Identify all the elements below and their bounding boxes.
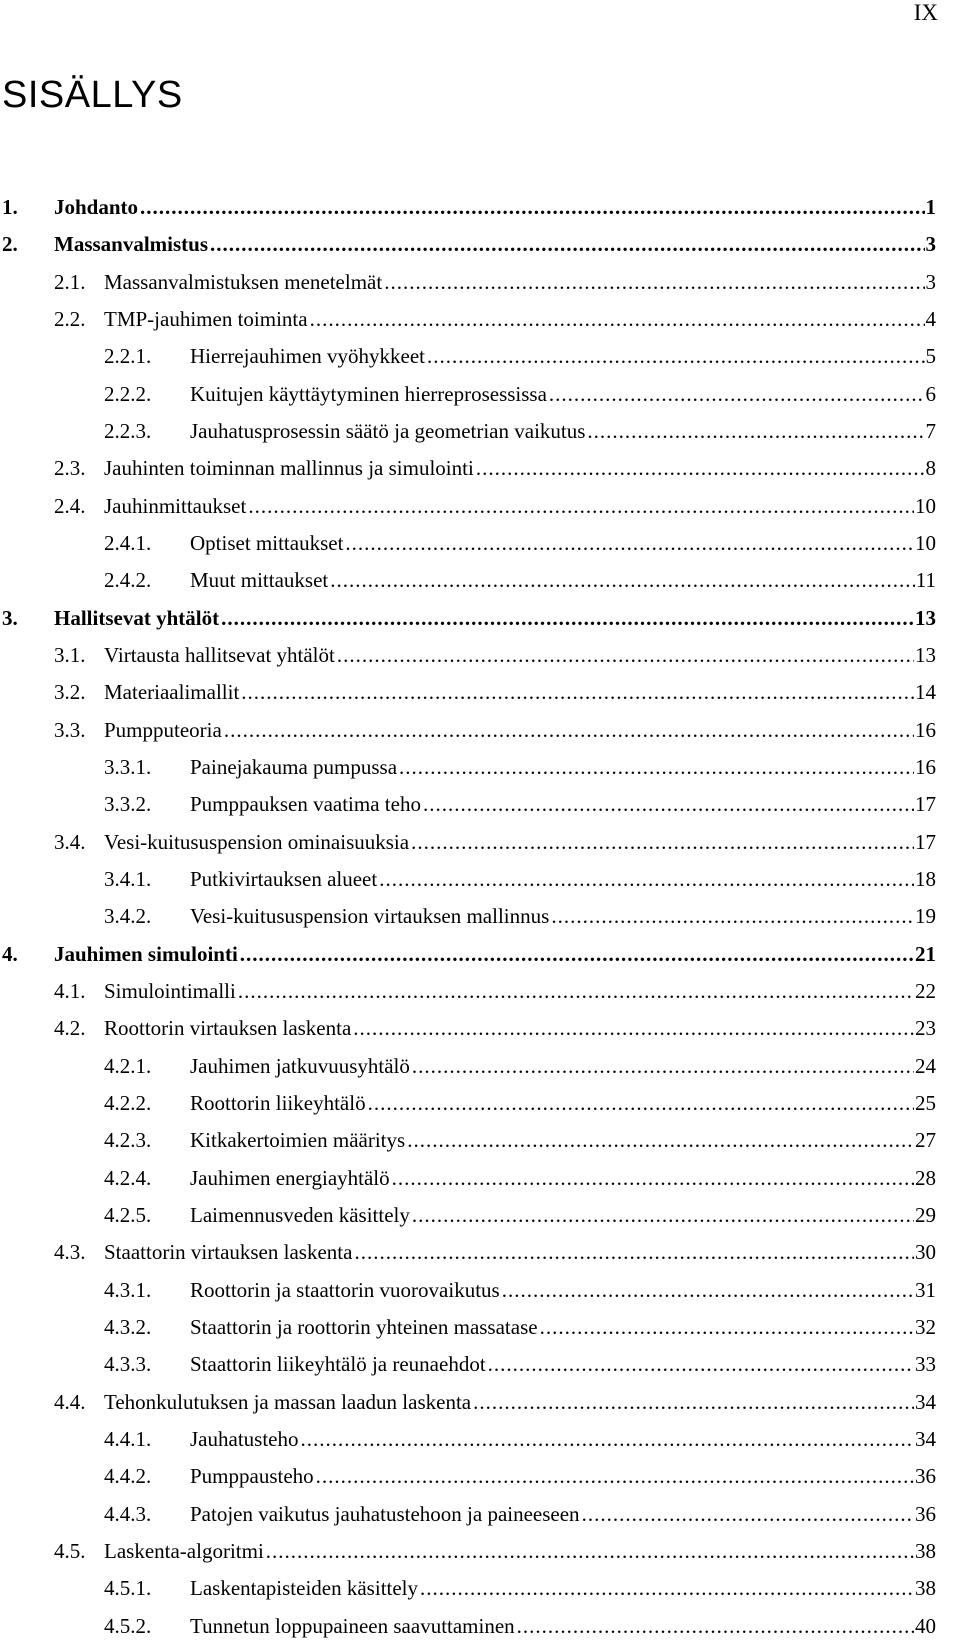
toc-entry-page: 11 [915,568,936,592]
toc-entry[interactable] [0,1013,960,1043]
toc-entry-page: 34 [915,1427,936,1451]
toc-entry[interactable] [0,789,960,819]
toc-entry-number: 2.4.2. [104,568,152,592]
toc-entry-page: 36 [915,1502,936,1526]
toc-entry[interactable] [0,901,960,931]
toc-entry-line [190,1125,936,1155]
toc-entry-line [104,1237,936,1267]
toc-entry-line [54,603,936,633]
dot-leader [248,491,914,521]
toc-entry-page: 17 [915,792,936,816]
toc-entry-title: Roottorin ja staattorin vuorovaikutus [190,1278,500,1302]
dot-leader [502,1275,914,1305]
dot-leader [240,939,914,969]
toc-entry-page: 13 [915,606,936,630]
toc-entry-number: 2.2. [54,307,86,331]
toc-entry-page: 7 [925,419,936,443]
toc-entry-line [190,1088,936,1118]
toc-entry-number: 1. [2,195,18,219]
dot-leader [412,1200,914,1230]
toc-entry-number: 3.4.2. [104,904,152,928]
toc-entry-title: Johdanto [54,195,139,219]
dot-leader [300,1424,914,1454]
toc-entry-line [104,976,936,1006]
toc-entry-title: Tunnetun loppupaineen saavuttaminen [190,1614,515,1638]
page-number: IX [913,0,938,25]
toc-entry-page: 16 [915,718,936,742]
toc-entry[interactable] [0,827,960,857]
toc-entry-number: 4.2.1. [104,1054,152,1078]
toc-entry-title: Massanvalmistuksen menetelmät [104,270,383,294]
toc-entry-number: 4.4.3. [104,1502,152,1526]
dot-leader [379,864,914,894]
toc-entry-number: 4.4. [54,1390,86,1414]
toc-entry-page: 5 [925,344,936,368]
toc-entry-number: 4.4.1. [104,1427,152,1451]
toc-entry-line [104,1387,936,1417]
toc-entry-page: 34 [915,1390,936,1414]
toc-entry-line [190,1611,936,1641]
toc-entry-number: 4.1. [54,979,86,1003]
toc-entry-line [190,341,936,371]
toc-entry-page: 1 [925,195,936,219]
toc-entry-title: Jauhimen jatkuvuusyhtälö [190,1054,410,1078]
toc-entry-page: 10 [915,494,936,518]
toc-entry-number: 4.2.5. [104,1203,152,1227]
toc-entry-page: 36 [915,1464,936,1488]
dot-leader [540,1312,914,1342]
dot-leader [392,1163,914,1193]
toc-entry-number: 3.3.1. [104,755,152,779]
toc-entry-number: 4.2. [54,1016,86,1040]
toc-entry-page: 16 [915,755,936,779]
toc-entry[interactable] [0,1312,960,1342]
toc-entry-title: Laskenta-algoritmi [104,1539,264,1563]
toc-entry-line [104,1536,936,1566]
toc-entry[interactable] [0,1200,960,1230]
toc-entry-page: 38 [915,1576,936,1600]
toc-entry-number: 2.4.1. [104,531,152,555]
toc-entry-page: 40 [915,1614,936,1638]
toc-entry-page: 21 [915,942,936,966]
toc-entry-line [104,491,936,521]
dot-leader [384,267,924,297]
toc-entry-title: Jauhatusprosessin säätö ja geometrian vaikutus [190,419,586,443]
toc-entry-number: 2.4. [54,494,86,518]
dot-leader [399,752,914,782]
toc-entry[interactable] [0,1424,960,1454]
toc-entry-page: 27 [915,1128,936,1152]
toc-entry-title: Simulointimalli [104,979,236,1003]
toc-entry-number: 2.3. [54,456,86,480]
toc-entry-title: Roottorin liikeyhtälö [190,1091,366,1115]
toc-entry-title: Virtausta hallitsevat yhtälöt [104,643,335,667]
toc-entry-line [54,939,936,969]
toc-entry[interactable] [0,192,960,222]
toc-entry[interactable] [0,939,960,969]
toc-entry-title: Jauhimen simulointi [54,942,238,966]
toc-entry-page: 24 [915,1054,936,1078]
toc-entry[interactable] [0,1125,960,1155]
toc-entry-title: TMP-jauhimen toiminta [104,307,308,331]
dot-leader [310,304,925,334]
dot-leader [412,1051,914,1081]
toc-entry-line [190,1200,936,1230]
toc-entry[interactable] [0,1275,960,1305]
toc-entry[interactable] [0,304,960,334]
toc-entry-line [190,379,936,409]
toc-entry-title: Kitkakertoimien määritys [190,1128,406,1152]
toc-entry-title: Laimennusveden käsittely [190,1203,410,1227]
toc-entry-title: Patojen vaikutus jauhatustehoon ja paineeseen [190,1502,580,1526]
toc-entry-line [190,789,936,819]
toc-entry-line [190,1349,936,1379]
dot-leader [330,565,915,595]
toc-entry-number: 2.1. [54,270,86,294]
toc-entry[interactable] [0,1051,960,1081]
toc-entry[interactable] [0,1237,960,1267]
toc-entry-number: 4. [2,942,18,966]
toc-entry-line [190,1051,936,1081]
toc-entry[interactable] [0,1461,960,1491]
toc-entry[interactable] [0,752,960,782]
toc-entry-number: 4.2.4. [104,1166,152,1190]
toc-entry-page: 38 [915,1539,936,1563]
toc-entry[interactable] [0,229,960,259]
toc-entry-number: 4.3. [54,1240,86,1264]
toc-entry-page: 29 [915,1203,936,1227]
toc-entry[interactable] [0,640,960,670]
toc-entry-number: 2. [2,232,18,256]
toc-entry-page: 4 [925,307,936,331]
toc-entry-line [190,1163,936,1193]
toc-entry-page: 28 [915,1166,936,1190]
dot-leader [411,827,914,857]
dot-leader [587,416,924,446]
toc-entry-line [104,827,936,857]
toc-entry-line [190,1424,936,1454]
toc-entry-title: Jauhatusteho [190,1427,299,1451]
toc-entry-line [104,715,936,745]
toc-entry-title: Pumpputeoria [104,718,222,742]
toc-entry[interactable] [0,453,960,483]
toc-entry-page: 6 [925,382,936,406]
toc-entry-number: 3.2. [54,680,86,704]
toc-entry[interactable] [0,677,960,707]
toc-entry-line [54,229,936,259]
dot-leader [241,677,914,707]
toc-entry-number: 4.5.2. [104,1614,152,1638]
toc-entry-number: 2.2.2. [104,382,152,406]
toc-entry-title: Staattorin virtauksen laskenta [104,1240,353,1264]
toc-entry-number: 3.3. [54,718,86,742]
toc-entry[interactable] [0,1536,960,1566]
toc-entry[interactable] [0,267,960,297]
toc-entry-title: Muut mittaukset [190,568,329,592]
toc-entry-number: 3.3.2. [104,792,152,816]
dot-leader [266,1536,914,1566]
toc-entry-line [104,453,936,483]
toc-entry-title: Pumppausteho [190,1464,314,1488]
dot-leader [476,453,925,483]
toc-entry-page: 14 [915,680,936,704]
toc-entry-line [104,304,936,334]
toc-entry-page: 23 [915,1016,936,1040]
toc-entry-title: Staattorin liikeyhtälö ja reunaehdot [190,1352,486,1376]
toc-entry[interactable] [0,976,960,1006]
toc-entry-title: Hierrejauhimen vyöhykkeet [190,344,425,368]
toc-heading: SISÄLLYS [2,74,183,116]
toc-entry-page: 10 [915,531,936,555]
toc-entry-page: 25 [915,1091,936,1115]
toc-entry-page: 13 [915,643,936,667]
dot-leader [517,1611,914,1641]
toc-entry[interactable] [0,715,960,745]
toc-entry-title: Putkivirtauksen alueet [190,867,378,891]
toc-entry[interactable] [0,528,960,558]
toc-entry-page: 3 [925,232,936,256]
toc-entry-page: 22 [915,979,936,1003]
toc-entry-title: Massanvalmistus [54,232,209,256]
toc-entry-title: Staattorin ja roottorin yhteinen massatase [190,1315,538,1339]
dot-leader [582,1499,914,1529]
toc-entry-page: 30 [915,1240,936,1264]
toc-entry[interactable] [0,1573,960,1603]
toc-entry-title: Jauhimen energiayhtälö [190,1166,390,1190]
toc-entry[interactable] [0,1387,960,1417]
dot-leader [488,1349,914,1379]
toc-entry-number: 4.2.2. [104,1091,152,1115]
toc-entry-line [190,752,936,782]
dot-leader [353,1013,914,1043]
toc-entry-title: Pumppauksen vaatima teho [190,792,421,816]
dot-leader [427,341,925,371]
toc-entry-page: 17 [915,830,936,854]
dot-leader [221,603,914,633]
toc-entry-number: 4.3.1. [104,1278,152,1302]
toc-entry-line [190,1499,936,1529]
toc-entry-line [190,1275,936,1305]
toc-entry-line [190,416,936,446]
toc-entry-title: Vesi-kuitususpension virtauksen mallinnus [190,904,550,928]
toc-entry[interactable] [0,379,960,409]
toc-entry-number: 2.2.3. [104,419,152,443]
toc-entry[interactable] [0,1088,960,1118]
toc-entry-number: 4.5. [54,1539,86,1563]
toc-entry-line [190,901,936,931]
toc-entry[interactable] [0,1349,960,1379]
toc-entry-line [54,192,936,222]
toc-entry[interactable] [0,1499,960,1529]
toc-entry-line [190,1312,936,1342]
toc-entry-page: 8 [925,456,936,480]
toc-entry[interactable] [0,341,960,371]
dot-leader [210,229,924,259]
toc-entry-number: 4.3.2. [104,1315,152,1339]
toc-entry-title: Tehonkulutuksen ja massan laadun laskenta [104,1390,472,1414]
toc-entry-number: 3. [2,606,18,630]
dot-leader [407,1125,914,1155]
toc-entry-title: Jauhinmittaukset [104,494,247,518]
dot-leader [140,192,924,222]
dot-leader [316,1461,914,1491]
toc-entry-line [190,565,936,595]
toc-entry-title: Vesi-kuitususpension ominaisuuksia [104,830,410,854]
dot-leader [345,528,914,558]
toc-entry-line [190,1573,936,1603]
toc-entry-page: 3 [925,270,936,294]
dot-leader [551,901,914,931]
toc-entry-line [190,864,936,894]
dot-leader [368,1088,914,1118]
dot-leader [420,1573,914,1603]
toc-entry-number: 3.1. [54,643,86,667]
toc-entry[interactable] [0,603,960,633]
dot-leader [238,976,914,1006]
toc-entry-number: 2.2.1. [104,344,152,368]
toc-entry-line [104,640,936,670]
toc-entry-title: Roottorin virtauksen laskenta [104,1016,352,1040]
toc-entry[interactable] [0,565,960,595]
dot-leader [549,379,925,409]
toc-entry-page: 31 [915,1278,936,1302]
dot-leader [337,640,914,670]
toc-entry[interactable] [0,1611,960,1641]
toc-entry-page: 18 [915,867,936,891]
toc-entry-page: 32 [915,1315,936,1339]
toc-entry-number: 4.2.3. [104,1128,152,1152]
toc-entry-number: 3.4.1. [104,867,152,891]
dot-leader [224,715,914,745]
toc-entry-page: 19 [915,904,936,928]
toc-entry-number: 4.5.1. [104,1576,152,1600]
toc-entry-line [104,677,936,707]
toc-entry-number: 4.3.3. [104,1352,152,1376]
toc-entry-title: Jauhinten toiminnan mallinnus ja simulointi [104,456,474,480]
toc-entry-title: Materiaalimallit [104,680,240,704]
toc-entry-number: 3.4. [54,830,86,854]
toc-entry-title: Hallitsevat yhtälöt [54,606,220,630]
dot-leader [354,1237,914,1267]
toc-entry-line [104,267,936,297]
toc-entry-page: 33 [915,1352,936,1376]
toc-entry[interactable] [0,864,960,894]
toc-entry-line [190,528,936,558]
dot-leader [473,1387,914,1417]
toc-entry-line [190,1461,936,1491]
toc-entry-title: Kuitujen käyttäytyminen hierreprosessissa [190,382,547,406]
toc-entry-title: Optiset mittaukset [190,531,344,555]
toc-entry-title: Laskentapisteiden käsittely [190,1576,419,1600]
toc-entry-number: 4.4.2. [104,1464,152,1488]
toc-entry[interactable] [0,416,960,446]
toc-entry-title: Painejakauma pumpussa [190,755,398,779]
toc-entry-line [104,1013,936,1043]
toc-entry[interactable] [0,1163,960,1193]
dot-leader [423,789,914,819]
toc-entry[interactable] [0,491,960,521]
